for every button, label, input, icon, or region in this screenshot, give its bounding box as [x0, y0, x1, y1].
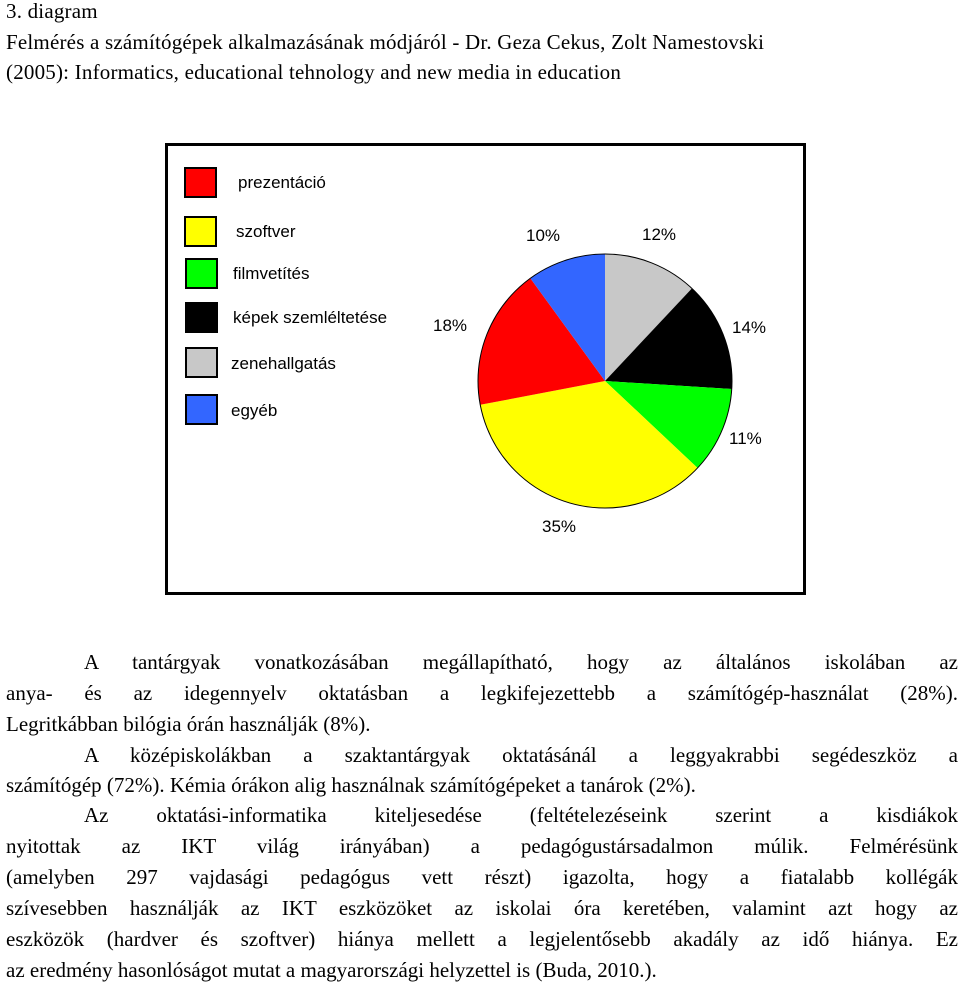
legend-swatch-egyeb	[185, 394, 218, 425]
paragraph-3-line-4: szívesebben használják az IKT eszközöket az iskolai óra keretében, valamint azt hogy az	[6, 896, 958, 920]
legend-label-kepek-szemleltetese: képek szemléltetése	[233, 308, 388, 327]
pie-label-szoftver: 35%	[542, 517, 577, 536]
paragraph-2-line-1: A középiskolákban a szaktantárgyak oktatásánál a leggyakrabbi segédeszköz a	[84, 743, 958, 767]
diagram-number: 3. diagram	[6, 0, 98, 23]
paragraph-3-line-6: az eredmény hasonlóságot mutat a magyarországi helyzettel is (Buda, 2010.).	[6, 958, 657, 982]
legend-swatch-szoftver	[184, 216, 217, 247]
paragraph-3-line-3: (amelyben 297 vajdasági pedagógus vett részt) igazolta, hogy a fiatalabb kollégák	[6, 865, 958, 889]
paragraph-1-line-1: A tantárgyak vonatkozásában megállapítható, hogy az általános iskolában az	[84, 650, 958, 674]
legend-swatch-zenehallgatas	[185, 347, 218, 378]
paragraph-1-line-3: Legritkábban bilógia órán használják (8%).	[6, 712, 371, 736]
legend-swatch-kepek-szemleltetese	[185, 302, 218, 333]
legend-swatch-filmvetites	[185, 258, 218, 289]
pie-label-prezentacio: 18%	[433, 316, 468, 335]
legend-swatch-prezentacio	[184, 167, 217, 198]
pie-label-zenehallgatas: 12%	[642, 225, 677, 244]
legend-label-prezentacio: prezentáció	[238, 173, 326, 192]
figure-caption-line-1: Felmérés a számítógépek alkalmazásának módjáról - Dr. Geza Cekus, Zolt Namestovski	[6, 30, 765, 54]
pie-label-kepek-szemleltetese: 14%	[732, 318, 767, 337]
legend-label-szoftver: szoftver	[236, 222, 296, 241]
paragraph-3-line-5: eszközök (hardver és szoftver) hiánya mellett a legjelentősebb akadály az idő hiánya. Ez	[6, 927, 958, 951]
legend-label-egyeb: egyéb	[231, 401, 278, 420]
pie-chart-frame	[165, 143, 806, 595]
figure-caption-line-2: (2005): Informatics, educational tehnology and new media in education	[6, 60, 622, 84]
paragraph-3-line-2: nyitottak az IKT világ irányában) a pedagógustársadalmon múlik. Felmérésünk	[6, 834, 958, 858]
pie-label-filmvetites: 11%	[729, 429, 762, 448]
legend-label-filmvetites: filmvetítés	[233, 264, 310, 283]
paragraph-2-line-2: számítógép (72%). Kémia órákon alig használnak számítógépeket a tanárok (2%).	[6, 773, 696, 797]
legend-label-zenehallgatas: zenehallgatás	[231, 354, 336, 373]
paragraph-3-line-1: Az oktatási-informatika kiteljesedése (feltételezéseink szerint a kisdiákok	[84, 803, 958, 827]
pie-label-egyeb: 10%	[526, 226, 561, 245]
paragraph-1-line-2: anya- és az idegennyelv oktatásban a legkifejezettebb a számítógép-használat (28%).	[6, 681, 958, 705]
